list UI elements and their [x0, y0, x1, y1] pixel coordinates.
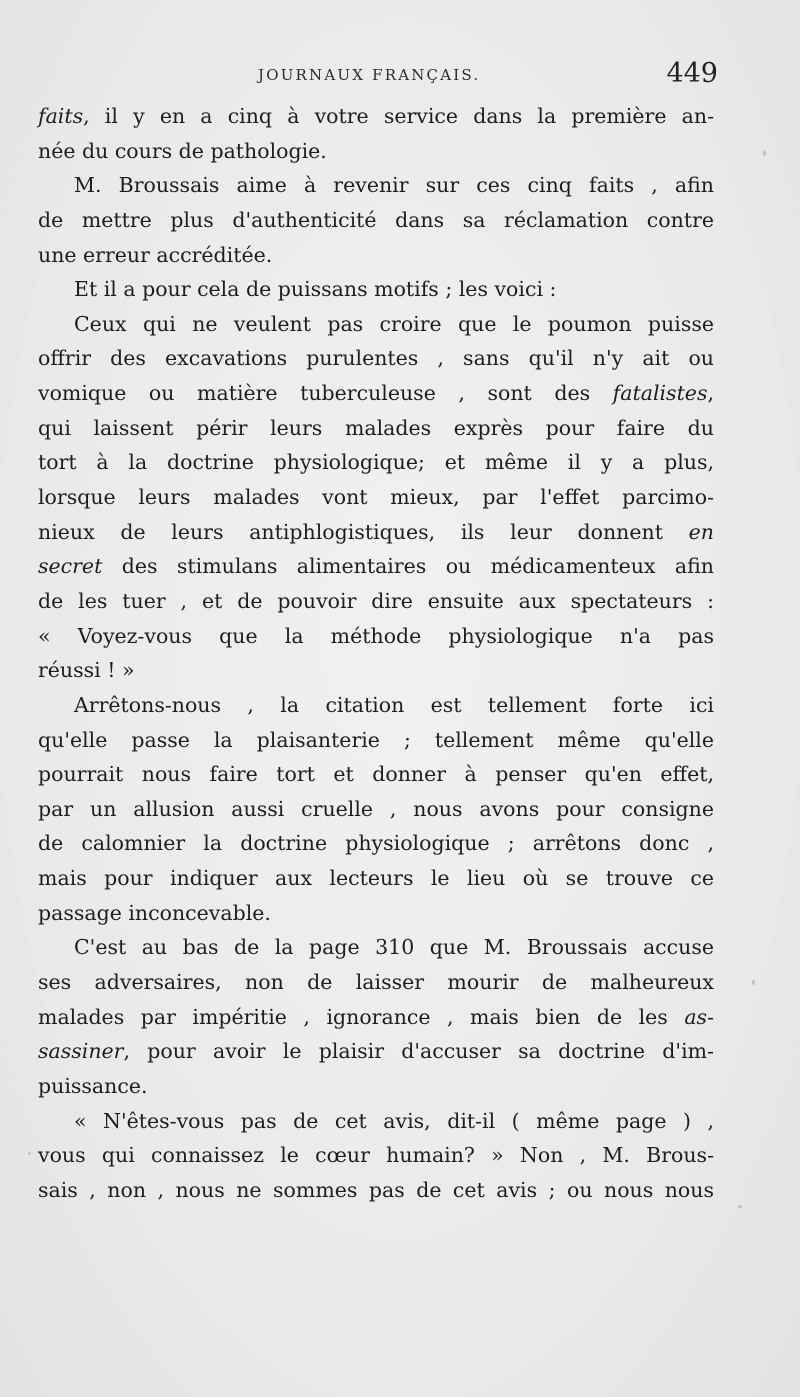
text-line: secret des stimulans alimentaires ou médicamenteux afin	[38, 554, 714, 579]
paper-speck	[28, 1152, 31, 1155]
text-line: Arrêtons-nous , la citation est tellement forte ici	[74, 692, 714, 717]
italic-word: faits	[38, 104, 84, 128]
text-line: mais pour indiquer aux lecteurs le lieu où se trouve ce	[38, 866, 714, 891]
text-line: passage inconcevable.	[38, 900, 271, 925]
text-line: faits, il y en a cinq à votre service dans la première an-	[38, 104, 714, 128]
text-line: de calomnier la doctrine physiologique ; arrêtons donc ,	[38, 831, 714, 856]
text-line: Et il a pour cela de puissans motifs ; les voici :	[74, 277, 557, 302]
running-head: JOURNAUX FRANÇAIS.	[258, 66, 481, 84]
text-line: pourrait nous faire tort et donner à penser qu'en effet,	[38, 762, 714, 787]
text-line: malades par impéritie , ignorance , mais bien de les as-	[38, 1004, 714, 1029]
text-line: ses adversaires, non de laisser mourir de malheureux	[38, 970, 714, 995]
text-line: par un allusion aussi cruelle , nous avons pour consigne	[38, 796, 714, 821]
text-line: sassiner, pour avoir le plaisir d'accuser sa doctrine d'im-	[38, 1039, 714, 1064]
paper-speck	[763, 150, 766, 156]
page-header	[40, 58, 720, 98]
text-line: réussi ! »	[38, 658, 135, 683]
text-line: Ceux qui ne veulent pas croire que le poumon puisse	[74, 311, 714, 336]
italic-word: fatalistes	[612, 381, 708, 406]
text-line: « N'êtes-vous pas de cet avis, dit-il ( même page ) ,	[74, 1108, 714, 1133]
text-line: vous qui connaissez le cœur humain? » Non , M. Brous-	[38, 1143, 714, 1168]
text-line: sais , non , nous ne sommes pas de cet avis ; ou nous nous	[38, 1177, 714, 1202]
text-line: offrir des excavations purulentes , sans qu'il n'y ait ou	[38, 346, 714, 371]
text-line: de mettre plus d'authenticité dans sa réclamation contre	[38, 207, 714, 232]
italic-word: en	[688, 519, 714, 544]
text-line: C'est au bas de la page 310 que M. Broussais accuse	[74, 935, 714, 960]
text-line: de les tuer , et de pouvoir dire ensuite aux spectateurs :	[38, 588, 714, 613]
text-line: qui laissent périr leurs malades exprès pour faire du	[38, 415, 714, 440]
body-text	[38, 99, 714, 1208]
italic-word: sassiner	[38, 1039, 124, 1064]
text-line: nieux de leurs antiphlogistiques, ils leur donnent en	[38, 519, 714, 544]
text-line: vomique ou matière tuberculeuse , sont des fatalistes,	[38, 381, 714, 406]
text-line: M. Broussais aime à revenir sur ces cinq faits , afin	[74, 173, 714, 198]
italic-word: secret	[38, 554, 103, 579]
text-line: lorsque leurs malades vont mieux, par l'effet parcimo-	[38, 485, 714, 510]
page-number: 449	[666, 58, 718, 89]
text-line: qu'elle passe la plaisanterie ; tellement même qu'elle	[38, 727, 714, 752]
text-line: « Voyez-vous que la méthode physiologique n'a pas	[38, 623, 714, 648]
paper-speck	[738, 1205, 742, 1208]
text-line: puissance.	[38, 1073, 148, 1098]
text-line: une erreur accréditée.	[38, 242, 273, 267]
text-line: née du cours de pathologie.	[38, 138, 327, 163]
italic-word: as-	[684, 1004, 714, 1029]
text-line: tort à la doctrine physiologique; et même il y a plus,	[38, 450, 714, 475]
paper-speck	[752, 980, 755, 985]
